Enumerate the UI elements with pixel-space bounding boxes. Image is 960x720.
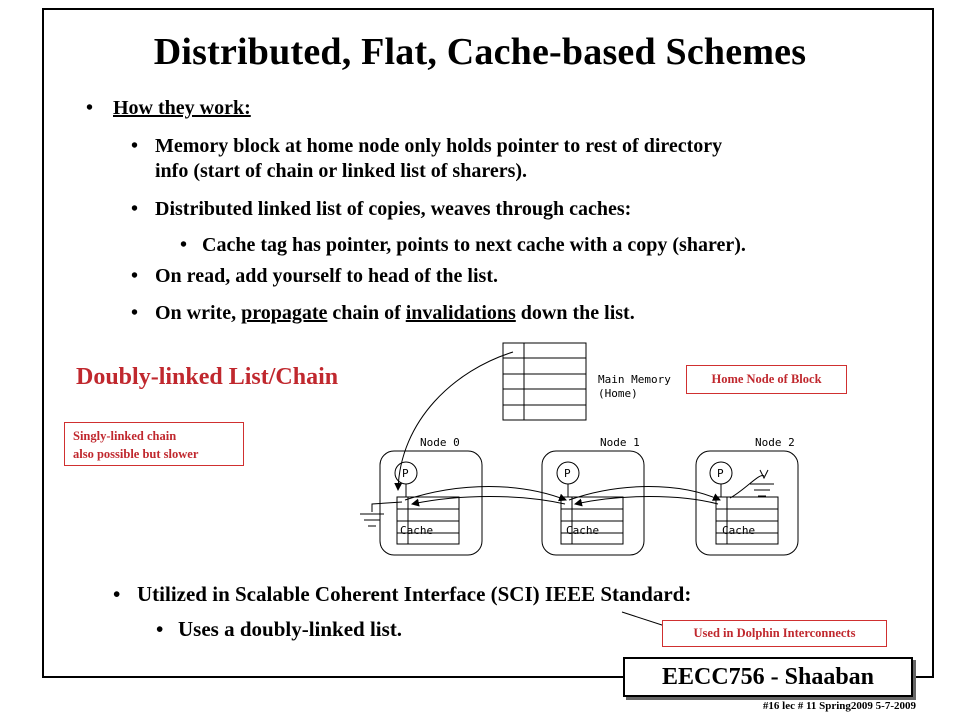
how-they-work-heading: How they work:: [113, 97, 251, 119]
slide-title: Distributed, Flat, Cache-based Schemes: [153, 31, 807, 73]
node-0-cache-label: Cache: [400, 524, 434, 537]
bullet-dot: •: [180, 234, 188, 256]
node-1: [542, 436, 644, 555]
bullet-cache-tag: Cache tag has pointer, points to next cache with a copy (sharer).: [202, 234, 746, 256]
singly-linked-callout: Singly-linked chain also possible but slower: [64, 422, 244, 466]
bullet-doubly-linked: Uses a doubly-linked list.: [178, 617, 403, 641]
bullet-dot: •: [131, 198, 139, 220]
main-memory-home-label: (Home): [598, 387, 638, 400]
node-2-cache-label: Cache: [722, 524, 756, 537]
bullet-dot: •: [156, 617, 164, 641]
bullet-dot: •: [113, 582, 121, 606]
home-node-callout: Home Node of Block: [686, 365, 847, 394]
course-badge: EECC756 - Shaaban: [623, 657, 913, 697]
bullet-dot: •: [131, 265, 139, 287]
diagram-heading: Doubly-linked List/Chain: [76, 364, 339, 390]
slide-footnote: #16 lec # 11 Spring2009 5-7-2009: [762, 700, 916, 712]
dolphin-callout: Used in Dolphin Interconnects: [662, 620, 887, 647]
backward-link-arrow: [575, 497, 718, 505]
dolphin-callout-leader: [622, 612, 665, 626]
bullet-memory-block-line1: Memory block at home node only holds pointer to rest of directory: [155, 135, 723, 157]
node-1-label: Node 1: [600, 436, 640, 449]
bullet-on-read: On read, add yourself to head of the list.: [155, 265, 498, 287]
bullet-dot: •: [131, 302, 139, 324]
bullet-dot: •: [86, 97, 94, 119]
node-1-cache-label: Cache: [566, 524, 600, 537]
invalidations-term: invalidations: [405, 302, 516, 324]
bullet-sci-standard: Utilized in Scalable Coherent Interface (SCI) IEEE Standard:: [137, 582, 692, 606]
node-2-processor-label: P: [717, 467, 724, 480]
bullet-distributed-list: Distributed linked list of copies, weaves through caches:: [155, 198, 632, 220]
null-ground-icon: [750, 484, 774, 496]
node-2: [696, 436, 798, 555]
bullet-on-write: On write, propagate chain of invalidations down the list.: [155, 302, 635, 324]
bullet-memory-block-line2: info (start of chain or linked list of sharers).: [155, 160, 528, 182]
main-memory-label: Main Memory: [598, 373, 671, 386]
node-0-label: Node 0: [420, 436, 460, 449]
node-0-processor-label: P: [402, 467, 409, 480]
main-memory-table: [503, 343, 586, 420]
bullet-dot: •: [131, 135, 139, 157]
propagate-term: propagate: [241, 302, 328, 324]
node-0: [380, 436, 482, 555]
node-1-processor-label: P: [564, 467, 571, 480]
node-2-label: Node 2: [755, 436, 795, 449]
home-pointer-arrow: [398, 352, 513, 490]
